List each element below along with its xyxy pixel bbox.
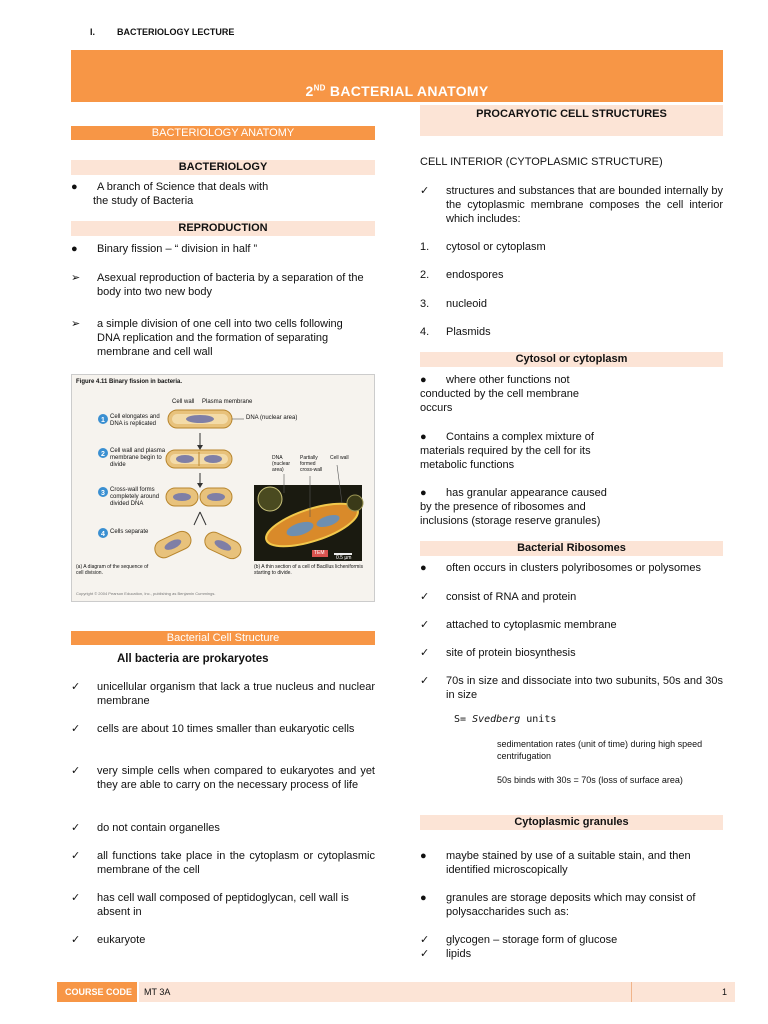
check-icon: ✓ [420, 619, 430, 631]
arrow-bullet-icon: ➢ [71, 272, 81, 284]
bacteriology-def-line2: the study of Bacteria [93, 195, 194, 207]
cell-interior-heading: CELL INTERIOR (CYTOPLASMIC STRUCTURE) [420, 156, 663, 168]
structure-item-4: do not contain organelles [97, 822, 220, 834]
figure-copyright: Copyright © 2004 Pearson Education, Inc., publishing as Benjamin Cummings. [76, 591, 216, 596]
structure-item-1: unicellular organism that lack a true nucleus and nuclear membrane [97, 681, 375, 707]
document-title: 2ND BACTERIAL ANATOMY [305, 83, 489, 99]
cytosol-3-line1: has granular appearance caused [446, 487, 607, 499]
step4-text: Cells separate [110, 529, 149, 535]
sedimentation-note-1: sedimentation rates (unit of time) during high speed centrifugation [497, 739, 703, 761]
repro-item-3: a simple division of one cell into two cells following DNA replication and the formation of separating membrane and cell wall [97, 318, 343, 358]
binary-fission-figure [71, 374, 375, 602]
footer-course-code-label: COURSE CODE [57, 982, 137, 1002]
structure-item-7: eukaryote [97, 934, 146, 946]
heading-bacterial-ribosomes: Bacterial Ribosomes [420, 541, 723, 556]
bacteriology-def-line1: A branch of Science that deals with [97, 181, 269, 193]
check-icon: ✓ [71, 850, 81, 862]
cytosol-1-line1: where other functions not [446, 374, 570, 386]
ribosome-item-1: often occurs in clusters polyribosomes or polysomes [446, 562, 701, 574]
footer-course: MT 3A [144, 987, 171, 997]
check-icon: ✓ [420, 675, 430, 687]
step1-number-icon [98, 414, 108, 424]
bullet-icon: ● [71, 181, 78, 193]
heading-bacteriology: BACTERIOLOGY [71, 160, 375, 175]
cytosol-3-line3: inclusions (storage reserve granules) [420, 515, 601, 527]
svedberg-units: S= Svedberg units [454, 714, 557, 725]
heading-cytosol: Cytosol or cytoplasm [420, 352, 723, 367]
heading-cytoplasmic-granules: Cytoplasmic granules [420, 815, 723, 830]
cytosol-2-line3: metabolic functions [420, 459, 515, 471]
header-title: BACTERIOLOGY LECTURE [117, 27, 235, 37]
footer-bar [139, 982, 735, 1002]
granules-item-1: maybe stained by use of a suitable stain, and then identified microscopically [446, 850, 691, 876]
repro-item-2: Asexual reproduction of bacteria by a separation of the body into two new body [97, 272, 364, 298]
header-roman-numeral: I. [90, 27, 96, 37]
check-icon: ✓ [420, 185, 430, 197]
numbered-item-3: nucleoid [446, 298, 487, 310]
numbered-item-1: cytosol or cytoplasm [446, 241, 546, 253]
bullet-icon: ● [420, 892, 427, 904]
label-dna-nuclear-area: DNA (nuclear area) [246, 415, 298, 421]
check-icon: ✓ [420, 647, 430, 659]
title-banner [71, 50, 723, 102]
cytosol-2-line2: materials required by the cell for its [420, 445, 591, 457]
scale-bar-label: 0.5 µm [336, 555, 352, 561]
check-icon: ✓ [71, 765, 81, 777]
step2-text: Cell wall and plasma membrane begin to divide [110, 448, 166, 468]
check-icon: ✓ [420, 948, 430, 960]
check-icon: ✓ [71, 723, 81, 735]
check-icon: ✓ [420, 591, 430, 603]
step4-number-icon [98, 528, 108, 538]
cell-interior-description: structures and substances that are bounded internally by the cytoplasmic membrane composes the cell interior which includes: [446, 185, 723, 225]
bullet-icon: ● [71, 243, 78, 255]
cytosol-3-line2: by the presence of ribosomes and [420, 501, 586, 513]
label-cell-wall: Cell wall [172, 399, 195, 405]
bullet-icon: ● [420, 850, 427, 862]
bullet-icon: ● [420, 487, 427, 499]
heading-reproduction: REPRODUCTION [71, 221, 375, 236]
structure-item-2: cells are about 10 times smaller than eukaryotic cells [97, 723, 355, 735]
repro-item-1: Binary fission – “ division in half ” [97, 243, 258, 255]
bullet-icon: ● [420, 374, 427, 386]
ribosome-item-4: site of protein biosynthesis [446, 647, 576, 659]
svg-text:4: 4 [101, 531, 105, 538]
granules-item-4: lipids [446, 948, 472, 960]
svg-text:3: 3 [101, 490, 105, 497]
bullet-icon: ● [420, 431, 427, 443]
structure-item-3: very simple cells when compared to eukaryotes and yet they are able to carry on the necessary process of life [97, 765, 375, 791]
section-bar-anatomy: BACTERIOLOGY ANATOMY [71, 126, 375, 140]
step3-number-icon [98, 487, 108, 497]
ribosome-item-3: attached to cytoplasmic membrane [446, 619, 617, 631]
page-number: 1 [721, 987, 727, 997]
ribosome-item-2: consist of RNA and protein [446, 591, 577, 603]
numbered-item-4: Plasmids [446, 326, 491, 338]
granules-item-3: glycogen – storage form of glucose [446, 934, 618, 946]
granules-item-2: granules are storage deposits which may consist of polysaccharides such as: [446, 892, 696, 918]
cell-stage2-graphic [166, 450, 232, 468]
check-icon: ✓ [71, 934, 81, 946]
svg-text:1: 1 [101, 417, 105, 424]
check-icon: ✓ [71, 822, 81, 834]
structure-item-5: all functions take place in the cytoplasm or cytoplasmic membrane of the cell [97, 850, 375, 876]
caption-a: (a) A diagram of the sequence of cell division. [76, 564, 149, 576]
step3-text: Cross-wall forms completely around divided DNA [110, 487, 160, 507]
heading-prokaryotes: All bacteria are prokaryotes [117, 653, 269, 665]
cytosol-1-line3: occurs [420, 402, 453, 414]
heading-procaryotic-cell-structures: PROCARYOTIC CELL STRUCTURES [420, 105, 723, 136]
tem-micrograph-image [254, 485, 363, 561]
ribosome-item-5: 70s in size and dissociate into two subunits, 50s and 30s in size [446, 675, 723, 701]
cytosol-1-line2: conducted by the cell membrane [420, 388, 579, 400]
svg-text:2: 2 [101, 451, 105, 458]
label-dna: DNA (nuclear area) [272, 455, 291, 473]
label-plasma-membrane: Plasma membrane [202, 399, 253, 405]
numbered-item-2: endospores [446, 269, 504, 281]
caption-b: (b) A thin section of a cell of Bacillus licheniformis starting to divide. [254, 564, 363, 576]
step2-number-icon [98, 448, 108, 458]
label-cell-wall-micro: Cell wall [330, 455, 349, 461]
cytosol-2-line1: Contains a complex mixture of [446, 431, 594, 443]
bullet-icon: ● [420, 562, 427, 574]
check-icon: ✓ [71, 681, 81, 693]
structure-item-6: has cell wall composed of peptidoglycan, cell wall is absent in [97, 892, 349, 918]
tem-badge: TEM [314, 550, 325, 556]
arrow-bullet-icon: ➢ [71, 318, 81, 330]
figure-title: Figure 4.11 Binary fission in bacteria. [76, 379, 183, 385]
check-icon: ✓ [420, 934, 430, 946]
section-bar-cell-structure: Bacterial Cell Structure [71, 631, 375, 645]
step1-text: Cell elongates and DNA is replicated [110, 414, 160, 427]
check-icon: ✓ [71, 892, 81, 904]
sedimentation-note-2: 50s binds with 30s = 70s (loss of surface area) [497, 775, 683, 785]
label-partial-cross-wall: Partially formed cross-wall [300, 455, 323, 473]
cell-stage1-graphic [168, 410, 232, 428]
